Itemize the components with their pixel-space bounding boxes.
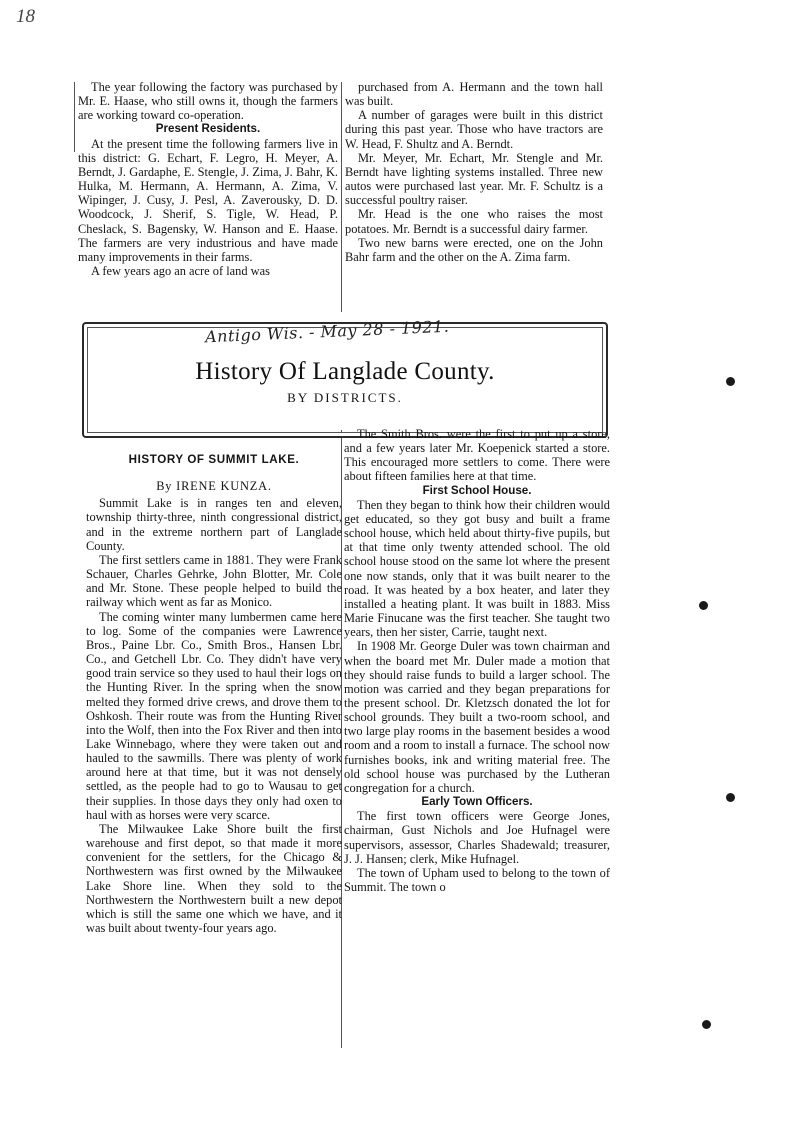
- top-left-column: [78, 80, 338, 278]
- paragraph: Two new barns were erected, one on the John Bahr farm and the other on the A. Zima farm.: [345, 235, 603, 264]
- paragraph: purchased from A. Hermann and the town hall was built.: [345, 80, 603, 109]
- punch-hole-mark: [726, 793, 735, 802]
- section-title: HISTORY OF SUMMIT LAKE.: [128, 453, 300, 466]
- paragraph: Then they began to think how their children would get educated, so they got busy and built a frame school house, which held about thirty-five pupils, but at that time only twenty attended school. The old school house stood on the same lot where the present one now stands, only that it was built nearer to the road. It was heated by a box heater, and later they installed a heating plant. It was built in 1883. Miss Marie Finucane was the first teacher. She taught two years, then her sister, Carrie, taught next.: [344, 497, 610, 640]
- paragraph: At the present time the following farmers live in this district: G. Echart, F. Legro, H. Meyer, A. Berndt, J. Gardaphe, E. Stengle, J. Zima, J. Bahr, K. Hulka, M. Hermann, A. Hermann, A. Zima, V. Wipinger, J. Cusy, J. Pesl, A. Zaverousky, D. D. Woodcock, J. Sherif, S. Tigle, W. Head, P. Cheslack, S. Bagensky, W. Hanson and E. Haase. The farmers are very industrious and have made many improvements in their farms.: [78, 136, 338, 264]
- bottom-right-column: [344, 427, 610, 894]
- handwritten-date-note: Antigo Wis. - May 28 - 1921.: [204, 316, 450, 347]
- paragraph: Summit Lake is in ranges ten and eleven, township thirty-three, ninth congressional district, and in the extreme northern part of Langlade County.: [86, 496, 342, 553]
- masthead-subtitle: BY DISTRICTS.: [287, 390, 403, 405]
- paragraph: A few years ago an acre of land was: [91, 264, 270, 279]
- section-byline: By IRENE KUNZA.: [156, 479, 272, 494]
- paragraph: The coming winter many lumbermen came here to log. Some of the companies were Lawrence Bros., Paine Lbr. Co., Smith Bros., Hansen Lbr. Co., and Getchell Lbr. Co. They didn't have very good train service so they used to haul their logs on the Hunting River. In the spring when the snow melted they formed drive crews, and drove them to Oshkosh. Their route was from the Hunting River into the Wolf, then into the Fox River and then into Lake Winnebago, where they were taken out and hauled to the sawmills. There was plenty of work around here at that time, but it was not densely settled, as the people had to go to Wausau to get their supplies. In those days they only had oxen to haul with as horses were very scarce.: [86, 609, 342, 822]
- section-heading: Early Town Officers.: [421, 795, 533, 809]
- column-rule: [74, 82, 75, 152]
- punch-hole-mark: [702, 1020, 711, 1029]
- bottom-left-column: [86, 443, 342, 935]
- paragraph: The Milwaukee Lake Shore built the first warehouse and first depot, so that made it more convenient for the settlers, for the Chicago & Northwestern was first owned by the Milwaukee Lake Shore line. When they sold to the Northwestern the Northwestern built a new depot which is still the same one which we have, and it was built about twenty-four years ago.: [86, 821, 342, 935]
- column-rule: [341, 82, 342, 312]
- paragraph: Mr. Head is the one who raises the most potatoes. Mr. Berndt is a successful dairy farmer.: [345, 207, 603, 236]
- section-heading: First School House.: [422, 483, 532, 497]
- paragraph: The first settlers came in 1881. They were Frank Schauer, Charles Gehrke, John Blotter, Mr. Cole and Mr. Stone. These people helped to build the railway which went as far as Monico.: [86, 552, 342, 610]
- paragraph: The year following the factory was purchased by Mr. E. Haase, who still owns it, though the farmers are working toward co-operation.: [78, 80, 338, 123]
- punch-hole-mark: [699, 601, 708, 610]
- paragraph: A number of garages were built in this district during this past year. Those who have tractors are W. Head, F. Shultz and A. Berndt.: [345, 108, 603, 151]
- paragraph: In 1908 Mr. George Duler was town chairman and when the board met Mr. Duler made a motion that they should raise funds to build a larger school. The motion was carried and they began preparations for the present school. Dr. Kletzsch donated the lot for school grounds. They built a two-room school, and two large play rooms in the basement besides a wood room and a room to install a furnace. The school now furnishes books, ink and writing material free. The old school house was purchased by the Lutheran congregation for a church.: [344, 639, 610, 795]
- punch-hole-mark: [726, 377, 735, 386]
- top-right-column: [345, 80, 603, 264]
- paragraph: The first town officers were George Jones, chairman, Gust Nichols and Joe Hufnagel were supervisors, assessor, Charles Shadewald; treasurer, J. J. Hansen; clerk, Mike Hufnagel.: [344, 809, 610, 866]
- page-number: 18: [16, 6, 35, 27]
- section-heading: Present Residents.: [155, 122, 261, 136]
- masthead-title: History Of Langlade County.: [195, 358, 495, 385]
- paragraph: The town of Upham used to belong to the town of Summit. The town o: [344, 865, 610, 894]
- paragraph: The Smith Bros. were the first to put up a store, and a few years later Mr. Koepenick started a store. This encouraged more settlers to come. There were about fifteen families here at that time.: [344, 427, 610, 484]
- paragraph: Mr. Meyer, Mr. Echart, Mr. Stengle and Mr. Berndt have lighting systems installed. Three new autos were purchased last year. Mr. F. Schultz is a successful poultry raiser.: [345, 150, 603, 208]
